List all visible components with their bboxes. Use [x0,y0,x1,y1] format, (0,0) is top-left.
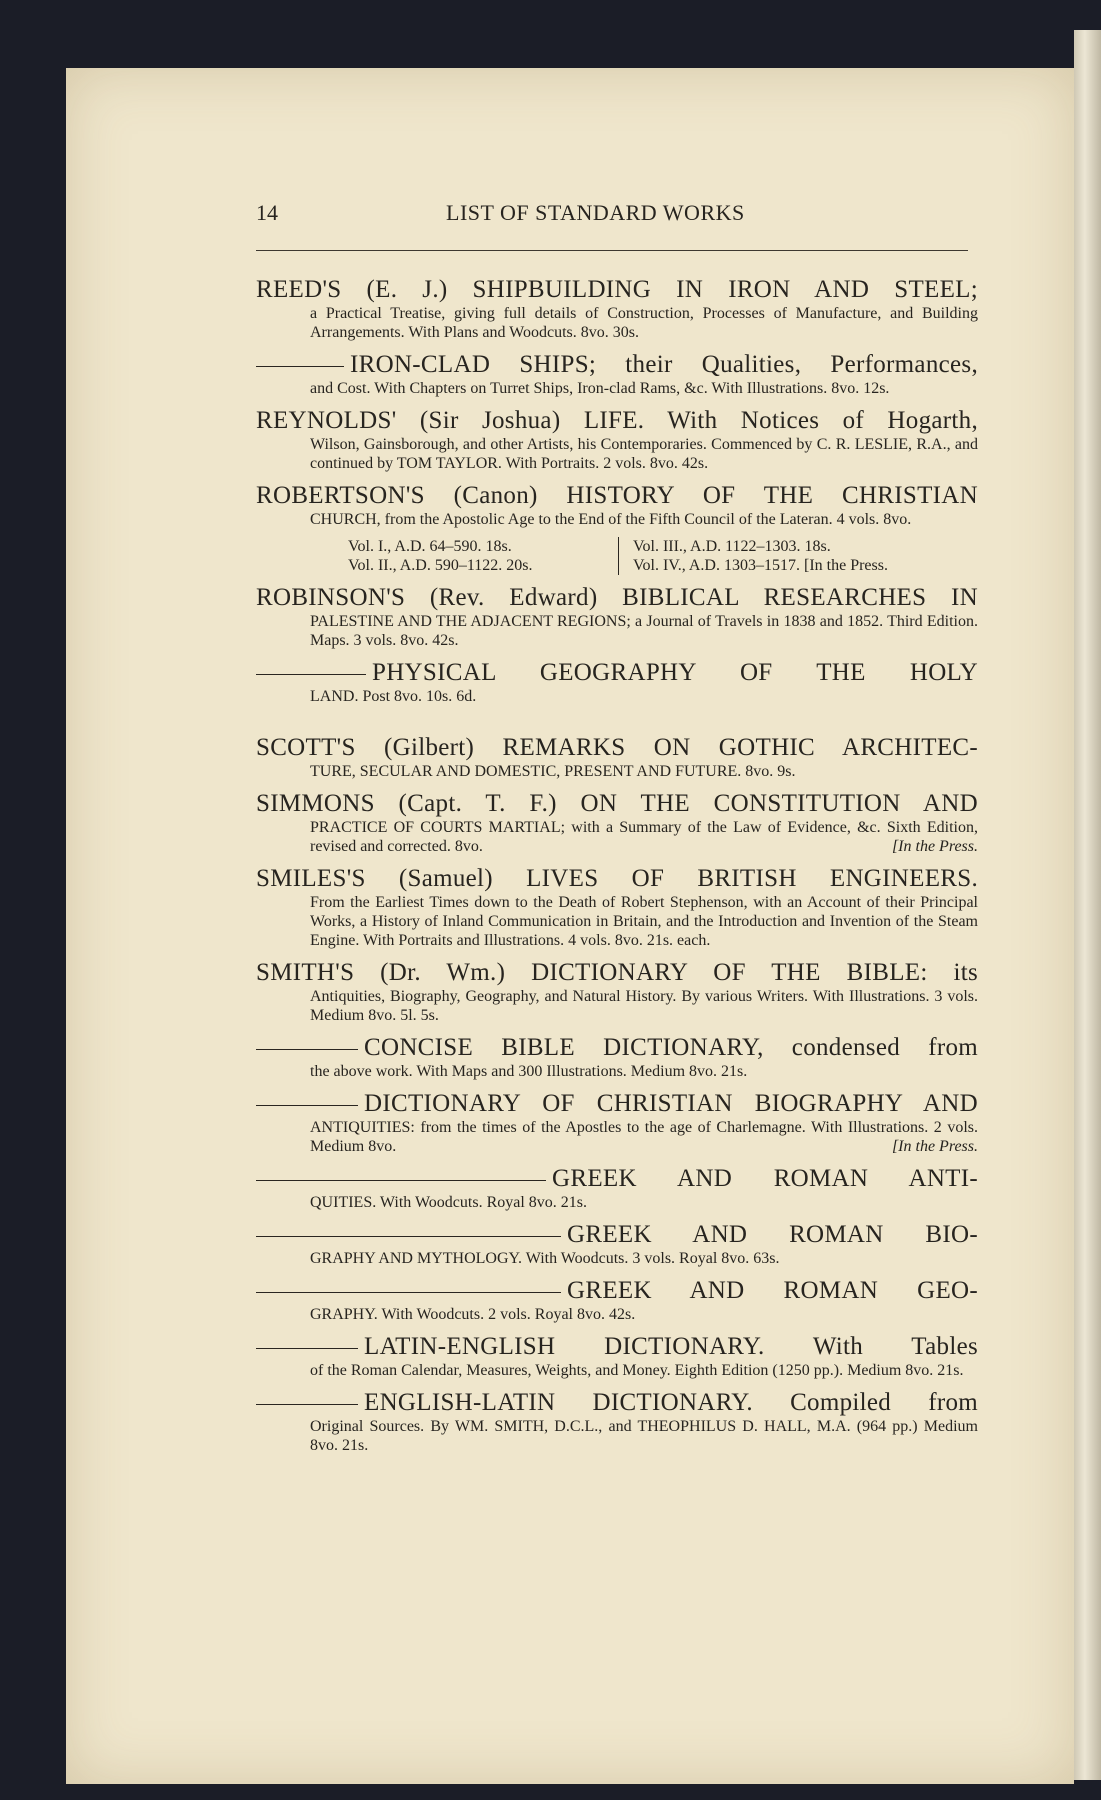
ditto-rule [256,1292,561,1293]
entry-body: LAND. Post 8vo. 10s. 6d. [310,688,477,705]
entry-concise [256,1034,978,1081]
page-edge [1074,30,1101,1780]
entry-heading: GREEK AND ROMAN GEO- [567,1277,978,1304]
entry-heading: PHYSICAL GEOGRAPHY OF THE HOLY [372,659,978,686]
entry-heading: GREEK AND ROMAN BIO- [567,1221,978,1248]
entry-heading: ROBERTSON'S (Canon) HISTORY OF THE CHRISTIAN [256,482,978,509]
entry-body: Antiquities, Biography, Geography, and Natural History. By various Writers. With Illustrations. 3 vols. Medium 8vo. 5l. 5s. [310,988,978,1024]
entry-body: PALESTINE AND THE ADJACENT REGIONS; a Journal of Travels in 1838 and 1852. Third Edition. Maps. 3 vols. 8vo. 42s. [310,613,978,649]
entry-geography [256,1277,978,1324]
entry-body: PRACTICE OF COURTS MARTIAL; with a Summary of the Law of Evidence, &c. Sixth Edition, revised and corrected. 8vo. [310,819,978,855]
entry-body: CHURCH, from the Apostolic Age to the End of the Fifth Council of the Lateran. 4 vols. 8vo. [310,511,912,528]
entry-antiquities [256,1165,978,1212]
entry-latin-english [256,1333,978,1380]
entry-heading: CONCISE BIBLE DICTIONARY, condensed from [364,1034,978,1061]
ditto-rule [256,1236,561,1237]
volume-item: Vol. I., A.D. 64–590. 18s. [348,538,512,555]
entry-body: the above work. With Maps and 300 Illustrations. Medium 8vo. 21s. [310,1063,748,1080]
entry-list [256,276,978,1464]
entry-christian-biography [256,1090,978,1156]
entry-heading: SMITH'S (Dr. Wm.) DICTIONARY OF THE BIBLE: its [256,959,978,986]
entry-body: Original Sources. By WM. SMITH, D.C.L., and THEOPHILUS D. HALL, M.A. (964 pp.) Medium 8vo. 21s. [310,1418,978,1454]
entry-body: QUITIES. With Woodcuts. Royal 8vo. 21s. [310,1194,588,1211]
press-note: [In the Press. [891,1138,978,1155]
entry-smith-bible [256,959,978,1025]
entry-heading: ENGLISH-LATIN DICTIONARY. Compiled from [364,1389,978,1416]
ditto-rule [256,1404,358,1405]
ditto-rule [256,1348,358,1349]
entry-reed [256,276,978,342]
entry-body: From the Earliest Times down to the Death of Robert Stephenson, with an Account of their Principal Works, a History of Inland Communication in Britain, and the Introduction and Invention of the Steam Engine. With Portraits and Illustrations. 4 vols. 8vo. 21s. each. [310,894,978,949]
entry-physical-geography [256,659,978,706]
entry-heading: REED'S (E. J.) SHIPBUILDING IN IRON AND STEEL; [256,276,978,303]
entry-robinson [256,584,978,650]
entry-reynolds [256,407,978,473]
entry-body: ANTIQUITIES: from the times of the Apostles to the age of Charlemagne. With Illustrations. 2 vols. Medium 8vo. [310,1119,978,1155]
entry-heading: ROBINSON'S (Rev. Edward) BIBLICAL RESEARCHES IN [256,584,978,611]
entry-body: of the Roman Calendar, Measures, Weights, and Money. Eighth Edition (1250 pp.). Medium 8vo. 21s. [310,1362,964,1379]
header-rule [256,250,968,251]
ditto-rule [256,1049,358,1050]
entry-body: a Practical Treatise, giving full details of Construction, Processes of Manufacture, and Building Arrangements. With Plans and Woodcuts. 8vo. 30s. [310,305,978,341]
volume-item: Vol. IV., A.D. 1303–1517. [In the Press. [633,557,888,574]
ditto-rule [256,366,344,367]
entry-simmons [256,790,978,856]
entry-body: GRAPHY AND MYTHOLOGY. With Woodcuts. 3 vols. Royal 8vo. 63s. [310,1250,780,1267]
entry-heading: SCOTT'S (Gilbert) REMARKS ON GOTHIC ARCHITEC- [256,734,978,761]
entry-body: TURE, SECULAR AND DOMESTIC, PRESENT AND FUTURE. 8vo. 9s. [310,763,796,780]
entry-english-latin [256,1389,978,1455]
page-number: 14 [256,200,278,225]
entry-body: GRAPHY. With Woodcuts. 2 vols. Royal 8vo. 42s. [310,1306,636,1323]
entry-body: and Cost. With Chapters on Turret Ships, Iron-clad Rams, &c. With Illustrations. 8vo. 12s. [310,380,890,397]
entry-scott [256,734,978,781]
ditto-rule [256,674,366,675]
entry-heading: GREEK AND ROMAN ANTI- [552,1165,978,1192]
entry-heading: LATIN-ENGLISH DICTIONARY. With Tables [364,1333,978,1360]
entry-heading: IRON-CLAD SHIPS; their Qualities, Performances, [350,351,978,378]
press-note: [In the Press. [891,838,978,855]
entry-biography [256,1221,978,1268]
volume-item: Vol. III., A.D. 1122–1303. 18s. [633,538,831,555]
running-head: LIST OF STANDARD WORKS [446,200,745,225]
volume-list [348,537,978,575]
ditto-rule [256,1180,546,1181]
entry-heading: DICTIONARY OF CHRISTIAN BIOGRAPHY AND [364,1090,978,1117]
ditto-rule [256,1105,358,1106]
entry-heading: REYNOLDS' (Sir Joshua) LIFE. With Notices of Hogarth, [256,407,978,434]
entry-body: Wilson, Gainsborough, and other Artists, his Contemporaries. Commenced by C. R. LESLIE, R.A., and continued by TOM TAYLOR. With Portraits. 2 vols. 8vo. 42s. [310,436,978,472]
entry-smiles [256,865,978,950]
entry-heading: SMILES'S (Samuel) LIVES OF BRITISH ENGINEERS. [256,865,978,892]
entry-ironclad [256,351,978,398]
entry-heading: SIMMONS (Capt. T. F.) ON THE CONSTITUTION AND [256,790,978,817]
volume-item: Vol. II., A.D. 590–1122. 20s. [348,557,533,574]
entry-robertson [256,482,978,575]
